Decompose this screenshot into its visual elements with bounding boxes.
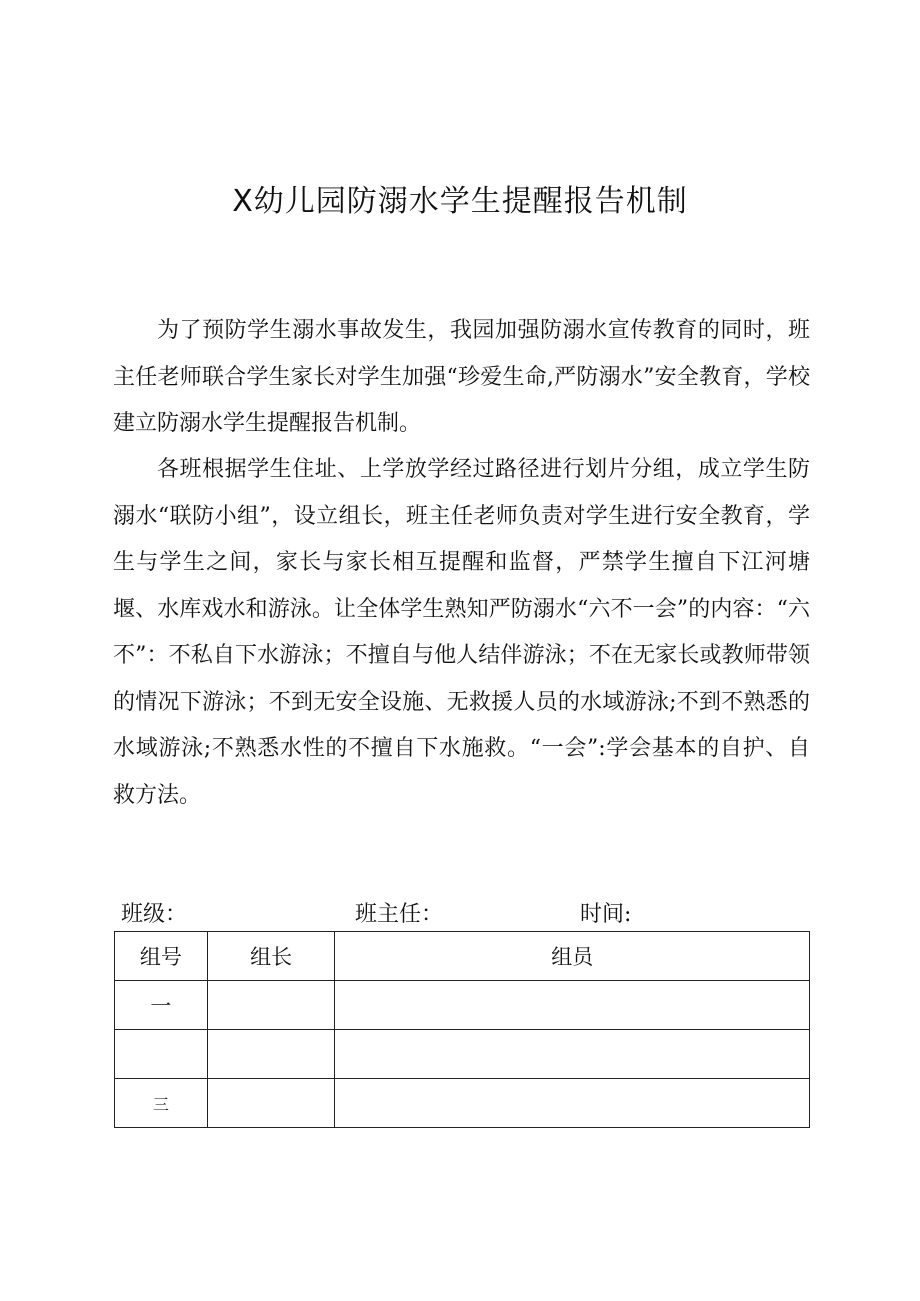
group-number-cell: 一 <box>115 981 208 1030</box>
group-number-cell <box>115 1030 208 1079</box>
mechanism-paragraph: 各班根据学生住址、上学放学经过路径进行划片分组，成立学生防溺水“联防小组”，设立组长，班主任老师负责对学生进行安全教育，学生与学生之间，家长与家长相互提醒和监督，严禁学生擅自下江河塘堰、水库戏水和游泳。让全体学生熟知严防溺水“六不一会”的内容：“六不”：不私自下水游泳；不擅自与他人结伴游泳；不在无家长或教师带领的情况下游泳；不到无安全设施、无救援人员的水域游泳;不到不熟悉的水域游泳;不熟悉水性的不擅自下水施救。“一会”:学会基本的自护、自救方法。 <box>113 457 810 808</box>
class-field-label: 班级： <box>121 902 188 927</box>
table-row <box>115 981 810 1030</box>
header-group-leader: 组长 <box>207 932 335 981</box>
group-members-cell[interactable] <box>335 981 810 1030</box>
group-leader-cell[interactable] <box>207 1030 335 1079</box>
table-row <box>115 1079 810 1128</box>
table-row <box>115 1030 810 1079</box>
header-group-number: 组号 <box>115 932 208 981</box>
group-members-cell[interactable] <box>335 1079 810 1128</box>
group-table <box>114 931 810 1128</box>
group-members-cell[interactable] <box>335 1030 810 1079</box>
intro-paragraph: 为了预防学生溺水事故发生，我园加强防溺水宣传教育的同时，班主任老师联合学生家长对学生加强“珍爱生命,严防溺水”安全教育，学校建立防溺水学生提醒报告机制。 <box>113 318 810 436</box>
table-header-row <box>115 932 810 981</box>
header-group-members: 组员 <box>335 932 810 981</box>
time-field-label: 时间: <box>580 902 632 927</box>
head-teacher-field-label: 班主任： <box>355 902 444 927</box>
document-title: X幼儿园防溺水学生提醒报告机制 <box>232 184 688 219</box>
group-leader-cell[interactable] <box>207 981 335 1030</box>
group-leader-cell[interactable] <box>207 1079 335 1128</box>
group-number-cell: 三 <box>115 1079 208 1128</box>
